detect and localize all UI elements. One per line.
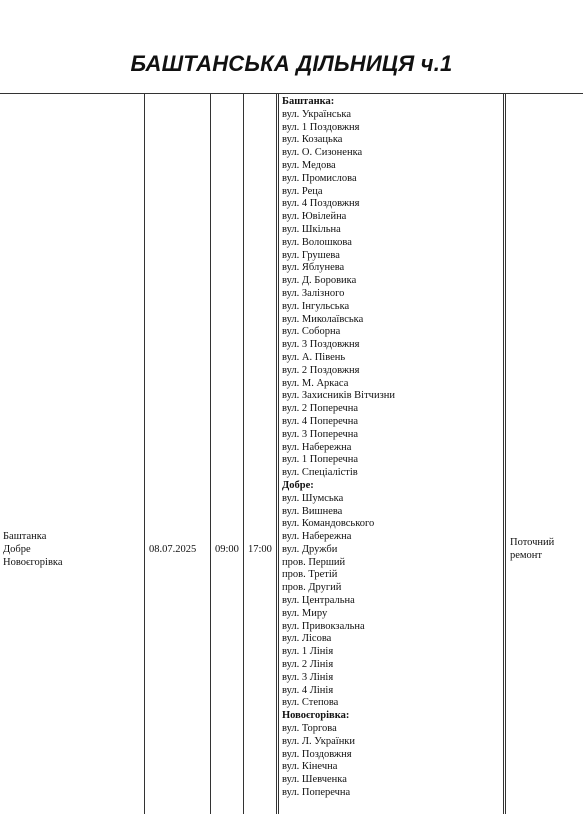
street-item: вул. Миру bbox=[282, 607, 328, 619]
street-item: вул. Яблунева bbox=[282, 262, 345, 274]
street-item: вул. 1 Лінія bbox=[282, 646, 334, 658]
street-item: пров. Другий bbox=[282, 582, 342, 594]
street-item: вул. 4 Лінія bbox=[282, 684, 334, 696]
street-item: вул. Центральна bbox=[282, 595, 355, 607]
street-item: вул. Поперечна bbox=[282, 787, 351, 799]
street-item: вул. Залізного bbox=[282, 287, 345, 299]
reason-cell bbox=[503, 94, 583, 814]
street-item: пров. Перший bbox=[282, 556, 346, 568]
street-item: вул. М. Аркаса bbox=[282, 377, 349, 389]
page-title: БАШТАНСЬКА ДІЛЬНИЦЯ ч.1 bbox=[130, 51, 453, 76]
street-item: вул. Козацька bbox=[282, 134, 343, 146]
street-item: вул. Д. Боровика bbox=[282, 275, 357, 287]
street-item: вул. 2 Лінія bbox=[282, 659, 334, 671]
street-item: вул. Волошкова bbox=[282, 236, 352, 248]
street-item: вул. 3 Поперечна bbox=[282, 428, 359, 440]
street-item: вул. Інгульська bbox=[282, 300, 350, 312]
street-item: вул. Миколаївська bbox=[282, 313, 364, 325]
street-item: вул. Поздовжня bbox=[282, 748, 352, 760]
streets-list bbox=[282, 96, 504, 800]
settlement-group-header: Новоєгорівка: bbox=[282, 710, 350, 722]
street-item: вул. А. Півень bbox=[282, 351, 346, 363]
streets-cell bbox=[276, 94, 506, 814]
street-item: вул. Промислова bbox=[282, 172, 357, 184]
street-item: вул. 1 Поперечна bbox=[282, 454, 359, 466]
street-item: вул. Шумська bbox=[282, 492, 344, 504]
reason-line: Поточний bbox=[510, 537, 555, 548]
date-cell bbox=[144, 94, 211, 814]
street-item: вул. Грушева bbox=[282, 249, 340, 261]
street-item: вул. 3 Поздовжня bbox=[282, 339, 360, 351]
street-item: вул. Захисників Вітчизни bbox=[282, 390, 395, 402]
street-item: вул. Привокзальна bbox=[282, 620, 365, 632]
street-item: вул. Медова bbox=[282, 159, 336, 171]
date-value: 08.07.2025 bbox=[149, 544, 197, 555]
start-time-value: 09:00 bbox=[215, 544, 239, 555]
settlement-name: Новоєгорівка bbox=[3, 556, 63, 568]
street-item: вул. Степова bbox=[282, 697, 339, 709]
street-item: вул. Українська bbox=[282, 108, 351, 120]
street-item: вул. Кінечна bbox=[282, 761, 338, 773]
street-item: вул. Л. Українки bbox=[282, 735, 356, 747]
reason-line: ремонт bbox=[510, 549, 543, 561]
street-item: вул. Торгова bbox=[282, 723, 337, 735]
street-item: вул. 3 Лінія bbox=[282, 671, 334, 683]
end-time-value: 17:00 bbox=[248, 544, 272, 555]
street-item: вул. Ювілейна bbox=[282, 211, 347, 223]
settlements-list bbox=[3, 531, 143, 569]
street-item: вул. 4 Поперечна bbox=[282, 415, 359, 427]
street-item: вул. О. Сизоненка bbox=[282, 147, 363, 159]
end-time-cell bbox=[243, 94, 277, 814]
street-item: вул. Реца bbox=[282, 185, 323, 197]
reason-value bbox=[510, 537, 583, 563]
street-item: вул. Набережна bbox=[282, 531, 352, 543]
settlement-group-header: Баштанка: bbox=[282, 96, 335, 107]
street-item: вул. Вишнева bbox=[282, 505, 343, 517]
street-item: вул. 1 Поздовжня bbox=[282, 121, 360, 133]
street-item: вул. Спеціалістів bbox=[282, 467, 358, 479]
street-item: вул. 2 Поперечна bbox=[282, 403, 359, 415]
street-item: вул. Шкільна bbox=[282, 223, 341, 235]
start-time-cell bbox=[210, 94, 244, 814]
street-item: вул. Лісова bbox=[282, 633, 332, 645]
street-item: вул. 4 Поздовжня bbox=[282, 198, 360, 210]
street-item: пров. Третій bbox=[282, 569, 338, 581]
settlement-group-header: Добре: bbox=[282, 479, 314, 491]
street-item: вул. Соборна bbox=[282, 326, 341, 338]
street-item: вул. Дружби bbox=[282, 543, 338, 555]
street-item: вул. Набережна bbox=[282, 441, 352, 453]
street-item: вул. Шевченка bbox=[282, 774, 347, 786]
street-item: вул. 2 Поздовжня bbox=[282, 364, 360, 376]
settlement-name: Добре bbox=[3, 543, 31, 555]
settlements-cell bbox=[0, 94, 145, 814]
outage-table bbox=[0, 93, 583, 814]
street-item: вул. Командовського bbox=[282, 518, 375, 530]
settlement-name: Баштанка bbox=[3, 531, 47, 542]
